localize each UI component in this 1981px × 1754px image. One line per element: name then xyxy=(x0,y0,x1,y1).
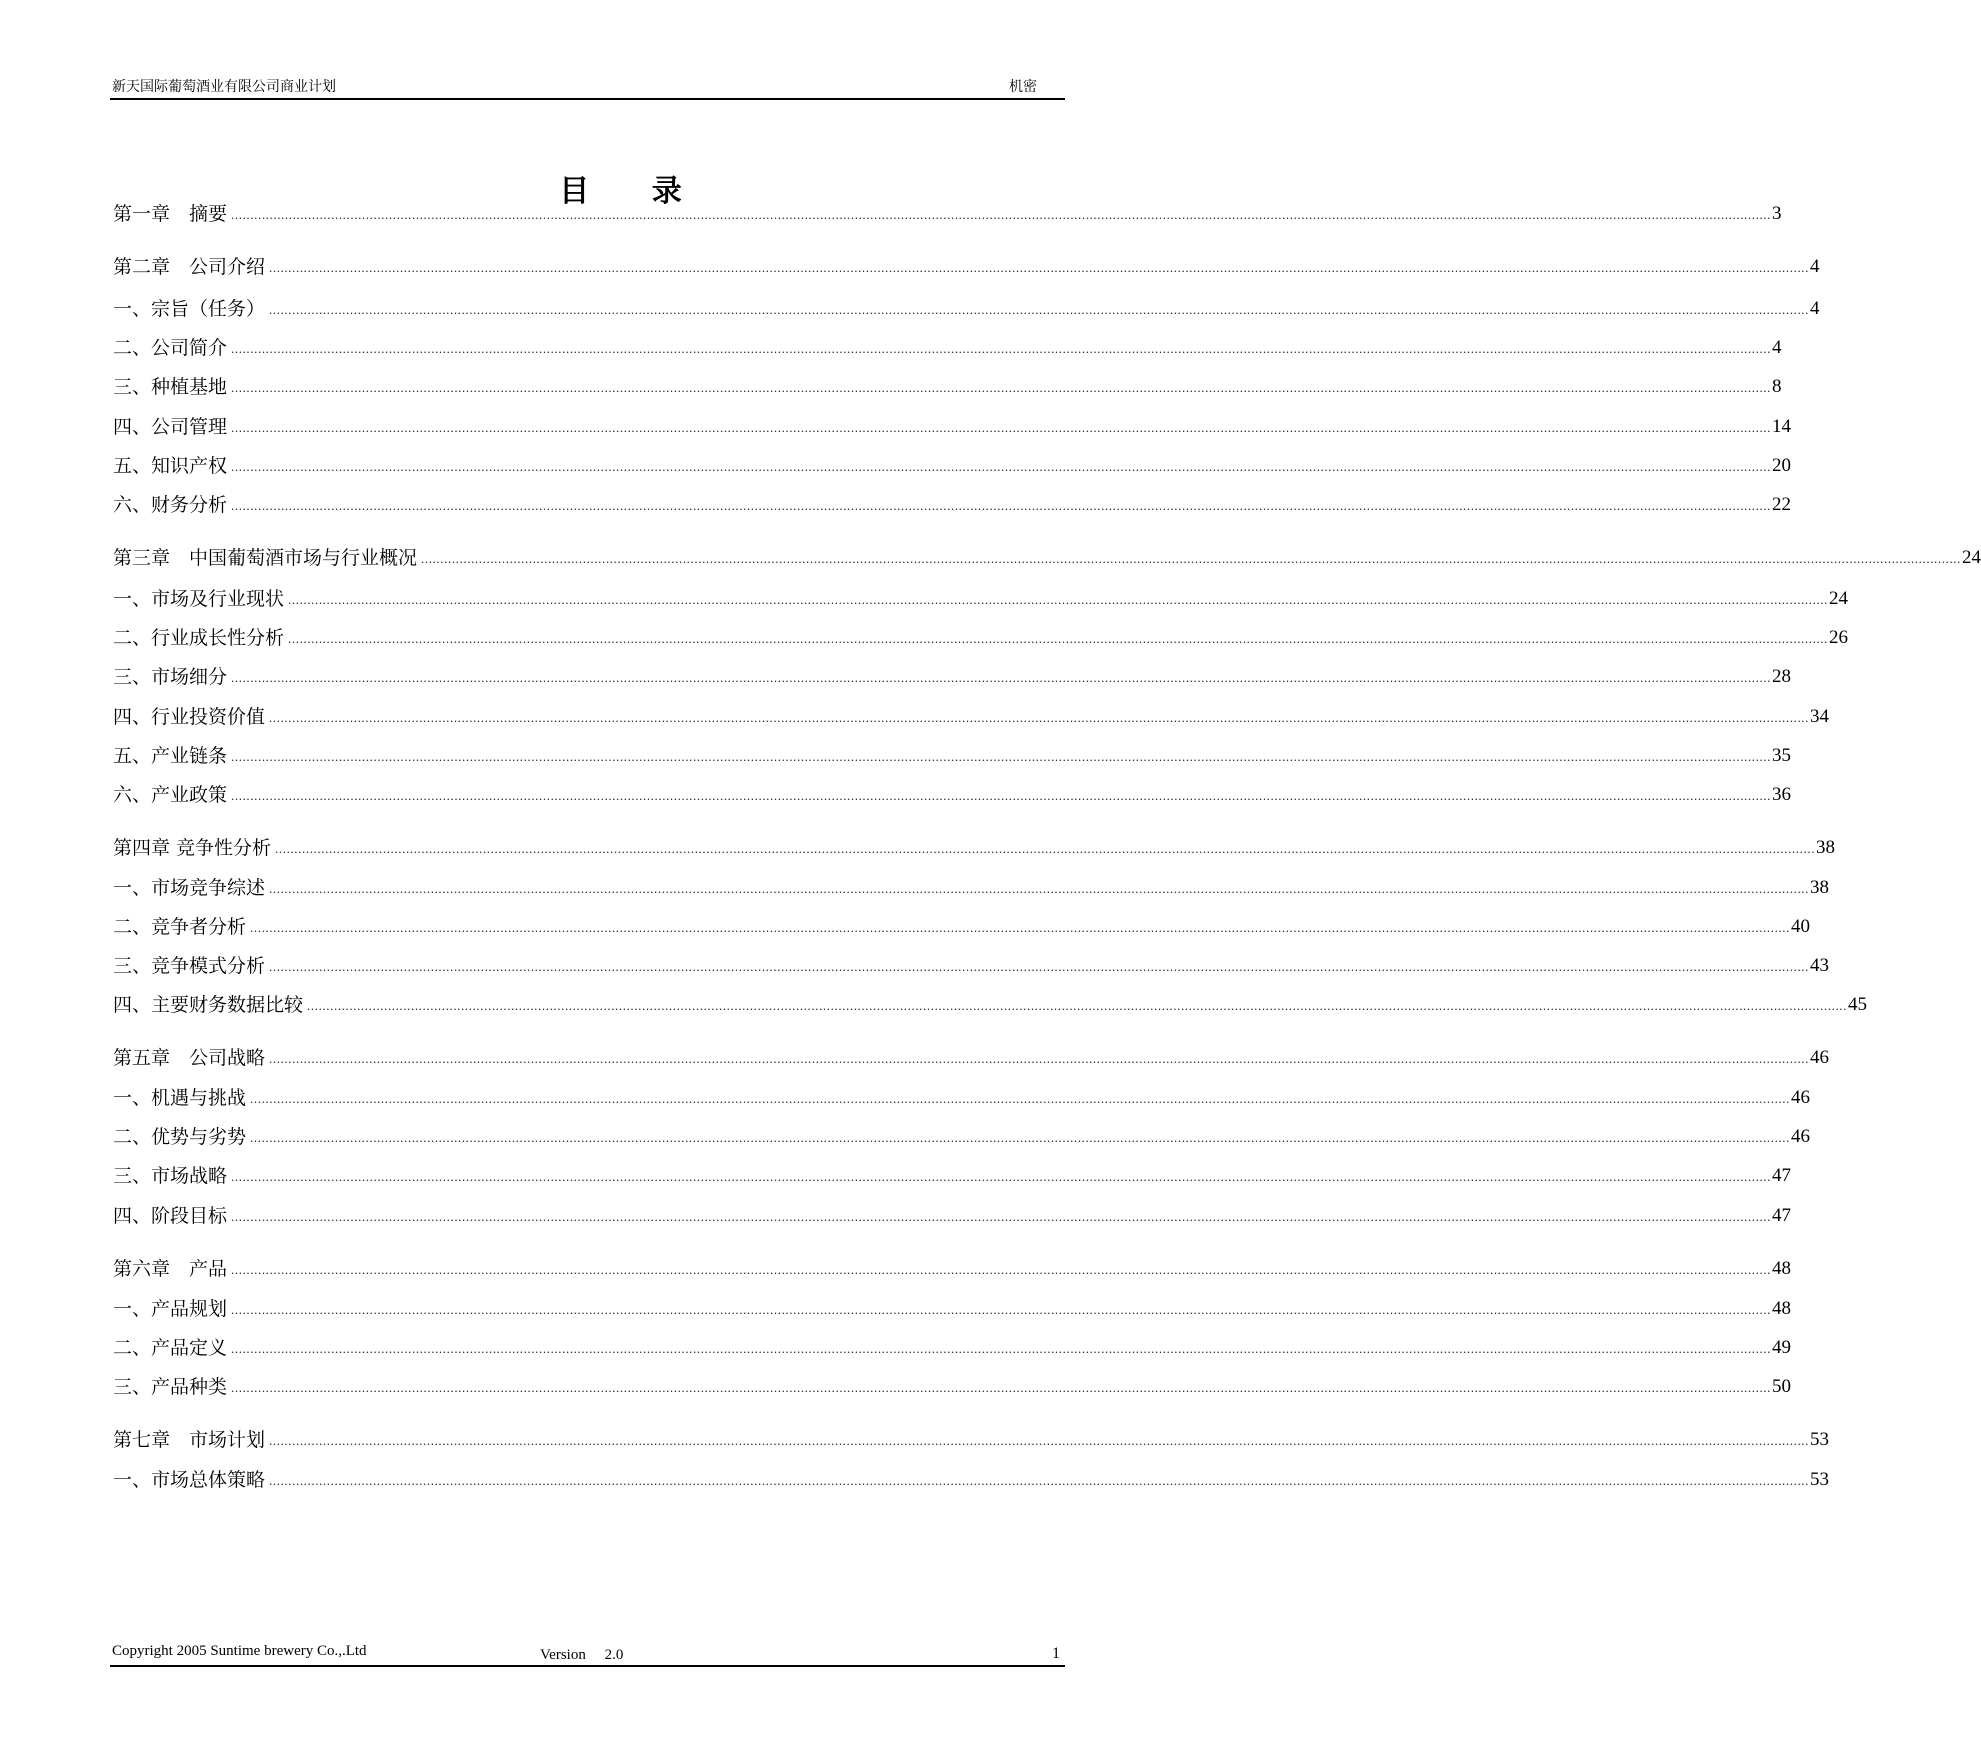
toc-leader-dots: ................................................................................................................................................................................................................................................................................................................................................................................................................ xyxy=(307,998,1848,1013)
toc-entry-page: 45 xyxy=(1848,994,1868,1015)
toc-entry-label: 第五章 公司战略 xyxy=(113,1047,266,1069)
toc-entry-page: 20 xyxy=(1772,455,1792,476)
toc-leader-dots: ................................................................................................................................................................................................................................................................................................................................................................................................................ xyxy=(231,788,1772,803)
toc-leader-dots: ................................................................................................................................................................................................................................................................................................................................................................................................................ xyxy=(231,1262,1772,1277)
toc-entry-label: 一、宗旨（任务） xyxy=(113,298,266,320)
toc-leader-dots: ................................................................................................................................................................................................................................................................................................................................................................................................................ xyxy=(250,1130,1791,1145)
toc-entry[interactable] xyxy=(113,296,1820,322)
toc-entry[interactable] xyxy=(113,625,1849,651)
toc-entry[interactable] xyxy=(113,492,1792,518)
header-confidential-label: 机密 xyxy=(1009,79,1037,95)
toc-entry[interactable] xyxy=(113,782,1792,808)
toc-leader-dots: ................................................................................................................................................................................................................................................................................................................................................................................................................ xyxy=(231,1302,1772,1317)
toc-leader-dots: ................................................................................................................................................................................................................................................................................................................................................................................................................ xyxy=(269,881,1810,896)
toc-entry-label: 三、市场战略 xyxy=(113,1165,228,1187)
toc-entry-page: 36 xyxy=(1772,784,1792,805)
toc-leader-dots: ................................................................................................................................................................................................................................................................................................................................................................................................................ xyxy=(231,670,1772,685)
toc-leader-dots: ................................................................................................................................................................................................................................................................................................................................................................................................................ xyxy=(269,959,1810,974)
toc-leader-dots: ................................................................................................................................................................................................................................................................................................................................................................................................................ xyxy=(231,1169,1772,1184)
toc-entry-label: 二、公司简介 xyxy=(113,337,228,359)
toc-title: 目 录 xyxy=(559,174,708,209)
footer-copyright: Copyright 2005 Suntime brewery Co.,.Ltd xyxy=(112,1643,367,1659)
toc-entry-label: 一、市场总体策略 xyxy=(113,1469,266,1491)
toc-leader-dots: ................................................................................................................................................................................................................................................................................................................................................................................................................ xyxy=(288,631,1829,646)
toc-leader-dots: ................................................................................................................................................................................................................................................................................................................................................................................................................ xyxy=(288,592,1829,607)
toc-entry-label: 一、市场及行业现状 xyxy=(113,588,285,610)
toc-entry-page: 28 xyxy=(1772,666,1792,687)
toc-entry-page: 4 xyxy=(1810,298,1820,319)
page-header xyxy=(110,74,1065,100)
toc-entry[interactable] xyxy=(113,1296,1792,1322)
toc-entry-page: 14 xyxy=(1772,416,1792,437)
toc-entry-label: 第二章 公司介绍 xyxy=(113,256,266,278)
toc-entry-label: 第四章 竞争性分析 xyxy=(113,837,272,859)
toc-entry-label: 六、财务分析 xyxy=(113,494,228,516)
toc-entry[interactable] xyxy=(113,586,1849,612)
toc-entry[interactable] xyxy=(113,992,1868,1018)
header-document-title: 新天国际葡萄酒业有限公司商业计划 xyxy=(112,79,336,95)
toc-entry-label: 四、公司管理 xyxy=(113,416,228,438)
toc-entry-label: 三、产品种类 xyxy=(113,1376,228,1398)
toc-entry-label: 四、主要财务数据比较 xyxy=(113,994,304,1016)
toc-entry-page: 24 xyxy=(1962,547,1981,568)
toc-entry[interactable] xyxy=(113,201,1782,227)
toc-entry-page: 48 xyxy=(1772,1298,1792,1319)
toc-entry-page: 46 xyxy=(1791,1087,1811,1108)
toc-entry-label: 第三章 中国葡萄酒市场与行业概况 xyxy=(113,547,418,569)
toc-leader-dots: ................................................................................................................................................................................................................................................................................................................................................................................................................ xyxy=(421,551,1962,566)
toc-entry-label: 一、市场竞争综述 xyxy=(113,877,266,899)
toc-entry-label: 第一章 摘要 xyxy=(113,203,228,225)
toc-entry-page: 43 xyxy=(1810,955,1830,976)
toc-leader-dots: ................................................................................................................................................................................................................................................................................................................................................................................................................ xyxy=(269,1433,1810,1448)
toc-entry[interactable] xyxy=(113,414,1792,440)
toc-entry-page: 22 xyxy=(1772,494,1792,515)
toc-leader-dots: ................................................................................................................................................................................................................................................................................................................................................................................................................ xyxy=(269,1473,1810,1488)
footer-version: Version 2.0 xyxy=(540,1647,624,1663)
toc-entry-page: 53 xyxy=(1810,1469,1830,1490)
toc-entry[interactable] xyxy=(113,335,1782,361)
toc-entry[interactable] xyxy=(113,875,1830,901)
toc-entry-label: 第七章 市场计划 xyxy=(113,1429,266,1451)
toc-entry-page: 34 xyxy=(1810,706,1830,727)
toc-entry-page: 26 xyxy=(1829,627,1849,648)
toc-entry-label: 一、产品规划 xyxy=(113,1298,228,1320)
toc-entry[interactable] xyxy=(113,374,1782,400)
toc-entry[interactable] xyxy=(113,743,1792,769)
toc-entry-page: 47 xyxy=(1772,1165,1792,1186)
toc-entry-page: 47 xyxy=(1772,1205,1792,1226)
toc-leader-dots: ................................................................................................................................................................................................................................................................................................................................................................................................................ xyxy=(275,841,1816,856)
toc-leader-dots: ................................................................................................................................................................................................................................................................................................................................................................................................................ xyxy=(231,1380,1772,1395)
toc-leader-dots: ................................................................................................................................................................................................................................................................................................................................................................................................................ xyxy=(231,380,1772,395)
toc-entry-label: 一、机遇与挑战 xyxy=(113,1087,247,1109)
toc-leader-dots: ................................................................................................................................................................................................................................................................................................................................................................................................................ xyxy=(231,459,1772,474)
toc-entry-page: 4 xyxy=(1772,337,1782,358)
toc-leader-dots: ................................................................................................................................................................................................................................................................................................................................................................................................................ xyxy=(269,1051,1810,1066)
toc-entry-label: 三、市场细分 xyxy=(113,666,228,688)
toc-entry[interactable] xyxy=(113,453,1792,479)
toc-entry[interactable] xyxy=(113,1163,1792,1189)
toc-entry[interactable] xyxy=(113,953,1830,979)
toc-leader-dots: ................................................................................................................................................................................................................................................................................................................................................................................................................ xyxy=(250,920,1791,935)
toc-entry-page: 4 xyxy=(1810,256,1820,277)
toc-entry-label: 五、产业链条 xyxy=(113,745,228,767)
toc-entry[interactable] xyxy=(113,1335,1792,1361)
toc-entry-label: 第六章 产品 xyxy=(113,1258,228,1280)
toc-leader-dots: ................................................................................................................................................................................................................................................................................................................................................................................................................ xyxy=(231,341,1772,356)
toc-leader-dots: ................................................................................................................................................................................................................................................................................................................................................................................................................ xyxy=(231,420,1772,435)
toc-leader-dots: ................................................................................................................................................................................................................................................................................................................................................................................................................ xyxy=(231,1341,1772,1356)
toc-entry-label: 二、优势与劣势 xyxy=(113,1126,247,1148)
toc-entry-page: 35 xyxy=(1772,745,1792,766)
toc-entry-page: 40 xyxy=(1791,916,1811,937)
toc-entry-page: 8 xyxy=(1772,376,1782,397)
toc-entry[interactable] xyxy=(113,1467,1830,1493)
toc-entry-page: 46 xyxy=(1791,1126,1811,1147)
toc-entry-page: 38 xyxy=(1816,837,1836,858)
toc-entry[interactable] xyxy=(113,704,1830,730)
toc-entry-page: 48 xyxy=(1772,1258,1792,1279)
toc-entry[interactable] xyxy=(113,254,1820,280)
page-footer xyxy=(110,1641,1065,1667)
toc-entry[interactable] xyxy=(113,1085,1811,1111)
toc-entry-label: 三、竞争模式分析 xyxy=(113,955,266,977)
toc-entry-page: 3 xyxy=(1772,203,1782,224)
toc-entry-label: 二、产品定义 xyxy=(113,1337,228,1359)
toc-entry[interactable] xyxy=(113,1374,1792,1400)
toc-entry-label: 二、行业成长性分析 xyxy=(113,627,285,649)
toc-leader-dots: ................................................................................................................................................................................................................................................................................................................................................................................................................ xyxy=(269,260,1810,275)
toc-entry[interactable] xyxy=(113,664,1792,690)
toc-entry[interactable] xyxy=(113,1256,1792,1282)
toc-entry[interactable] xyxy=(113,914,1811,940)
toc-entry[interactable] xyxy=(113,545,1981,571)
toc-entry-page: 24 xyxy=(1829,588,1849,609)
toc-entry-label: 四、阶段目标 xyxy=(113,1205,228,1227)
toc-leader-dots: ................................................................................................................................................................................................................................................................................................................................................................................................................ xyxy=(269,710,1810,725)
toc-entry-page: 49 xyxy=(1772,1337,1792,1358)
toc-leader-dots: ................................................................................................................................................................................................................................................................................................................................................................................................................ xyxy=(231,749,1772,764)
toc-entry[interactable] xyxy=(113,1124,1811,1150)
toc-leader-dots: ................................................................................................................................................................................................................................................................................................................................................................................................................ xyxy=(231,498,1772,513)
toc-entry-label: 四、行业投资价值 xyxy=(113,706,266,728)
toc-entry[interactable] xyxy=(113,1427,1830,1453)
toc-entry-page: 38 xyxy=(1810,877,1830,898)
footer-page-number: 1 xyxy=(1052,1645,1060,1662)
toc-leader-dots: ................................................................................................................................................................................................................................................................................................................................................................................................................ xyxy=(269,302,1810,317)
toc-leader-dots: ................................................................................................................................................................................................................................................................................................................................................................................................................ xyxy=(231,207,1772,222)
toc-entry-label: 五、知识产权 xyxy=(113,455,228,477)
toc-entry[interactable] xyxy=(113,1203,1792,1229)
toc-entry[interactable] xyxy=(113,1045,1830,1071)
toc-entry-label: 二、竞争者分析 xyxy=(113,916,247,938)
toc-entry-label: 三、种植基地 xyxy=(113,376,228,398)
toc-entry[interactable] xyxy=(113,835,1836,861)
toc-entry-page: 53 xyxy=(1810,1429,1830,1450)
toc-entry-page: 46 xyxy=(1810,1047,1830,1068)
toc-leader-dots: ................................................................................................................................................................................................................................................................................................................................................................................................................ xyxy=(231,1209,1772,1224)
toc-entry-page: 50 xyxy=(1772,1376,1792,1397)
toc-entry-label: 六、产业政策 xyxy=(113,784,228,806)
toc-leader-dots: ................................................................................................................................................................................................................................................................................................................................................................................................................ xyxy=(250,1091,1791,1106)
